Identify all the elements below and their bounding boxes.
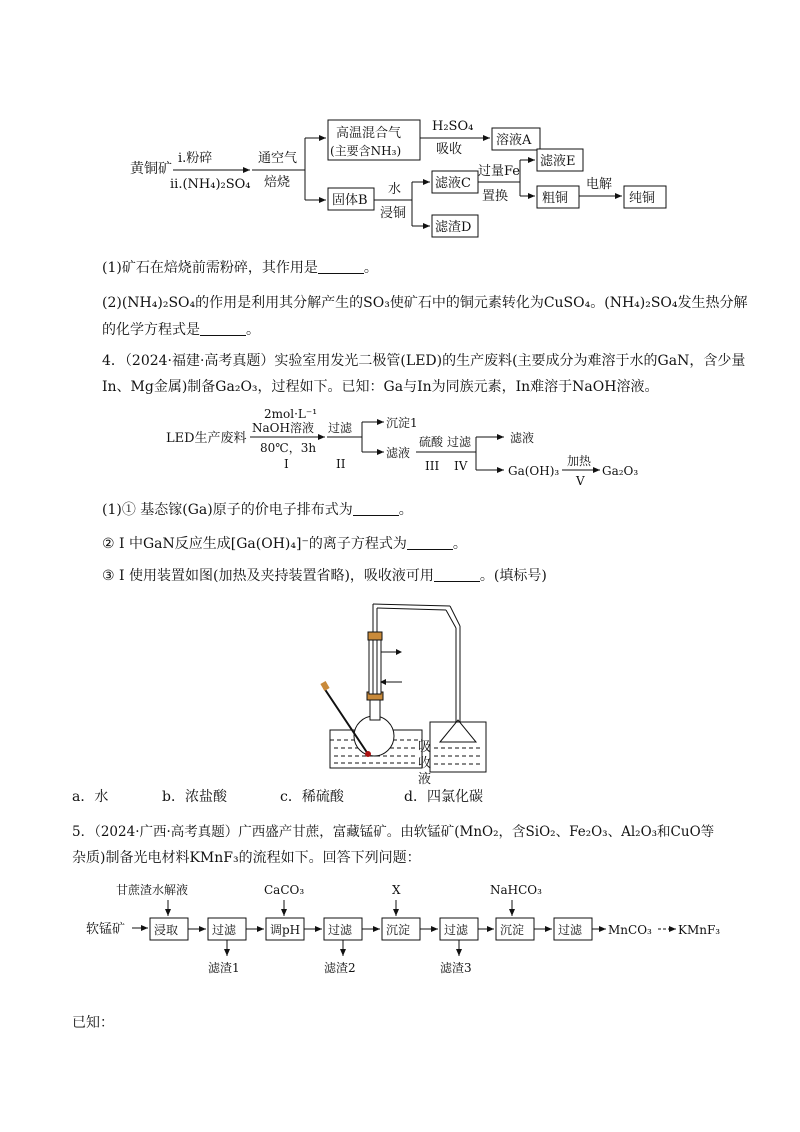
option-b[interactable]: b．浓盐酸	[162, 789, 227, 805]
label-mnco3: MnCO₃	[608, 923, 652, 937]
label-precip1: 沉淀1	[386, 416, 418, 430]
label-h2so4: H₂SO₄	[432, 119, 474, 134]
label-kmnf3: KMnF₃	[678, 923, 721, 937]
box-gas-line1: 高温混合气	[336, 126, 402, 141]
answer-blank[interactable]	[200, 321, 246, 336]
q4-sub3: ③ I 使用装置如图(加热及夹持装置省略)，吸收液可用 。(填标号)	[102, 568, 547, 584]
box-leach-text: 浸取	[154, 923, 179, 937]
label-step-ii: II	[336, 457, 346, 471]
box-filter3-text: 过滤	[444, 923, 469, 937]
label-step2-bottom: 焙烧	[264, 175, 291, 190]
process-boxes	[150, 918, 606, 940]
q5-intro-line1: 5．（2024·广西·高考真题）广西盛产甘蔗，富藏锰矿。由软锰矿(MnO₂，含SiO₂、Fe₂O₃、Al₂O₃和CuO等	[72, 824, 715, 840]
box-solution-a-text: 溶液A	[496, 133, 532, 148]
label-filter2: 过滤	[447, 435, 472, 449]
label-residue2: 滤渣2	[324, 961, 356, 975]
label-filtrate2: 滤液	[510, 431, 535, 445]
label-cond1: 2mol·L⁻¹	[264, 407, 318, 421]
q3-part2: (2)(NH₄)₂SO₄的作用是利用其分解产生的SO₃使矿石中的铜元素转化为CuSO₄。(NH₄)₂SO₄发生热分解	[102, 295, 748, 311]
label-excess-fe: 过量Fe	[478, 164, 521, 179]
label-gaoh3: Ga(OH)₃	[508, 464, 560, 478]
label-filtrate: 滤液	[386, 446, 411, 460]
option-d[interactable]: d．四氯化碳	[404, 789, 483, 805]
answer-blank[interactable]	[434, 567, 480, 582]
answer-blank[interactable]	[318, 259, 364, 274]
label-step-v: V	[576, 474, 585, 488]
box-precip1-text: 沉淀	[386, 923, 411, 937]
box-crude-cu-text: 粗铜	[542, 191, 569, 206]
option-a[interactable]: a．水	[72, 789, 109, 805]
answer-blank[interactable]	[407, 535, 453, 550]
label-led-waste: LED生产废料	[166, 431, 247, 446]
flowchart-gallium	[0, 400, 800, 490]
label-cond2: NaOH溶液	[252, 421, 314, 435]
label-residue3: 滤渣3	[440, 961, 472, 975]
option-c[interactable]: c．稀硫酸	[280, 789, 344, 805]
box-residue-d-text: 滤渣D	[435, 220, 472, 235]
label-step-i: I	[284, 457, 289, 471]
label-x: X	[392, 883, 401, 897]
label-step-iii: III	[425, 459, 440, 473]
box-filter1-text: 过滤	[212, 923, 237, 937]
apparatus-label: 吸收液	[418, 740, 432, 787]
label-step-iv: IV	[454, 459, 468, 473]
box-solid-b-text: 固体B	[332, 193, 368, 208]
flowchart-manganese	[0, 878, 800, 988]
label-leach: 浸铜	[380, 206, 407, 221]
flowchart-copper	[0, 100, 800, 250]
label-ga2o3: Ga₂O₃	[602, 464, 639, 478]
q4-intro-line2: In、Mg金属)制备Ga₂O₃，过程如下。已知：Ga与In为同族元素，In难溶于NaOH溶液。	[102, 379, 659, 395]
label-step1-bottom: ii.(NH₄)₂SO₄	[170, 177, 251, 192]
label-step1-top: i.粉碎	[178, 151, 213, 166]
box-adjust-ph-text: 调pH	[270, 923, 301, 937]
label-pyrolusite: 软锰矿	[86, 922, 126, 937]
q3-part2-line2: 的化学方程式是 。	[102, 322, 260, 338]
box-filtrate-c-text: 滤液C	[435, 176, 471, 191]
label-sulfuric: 硫酸	[419, 435, 444, 449]
label-filter1: 过滤	[328, 421, 353, 435]
box-precip2-text: 沉淀	[500, 923, 525, 937]
q5-intro-line2: 杂质)制备光电材料KMnF₃的流程如下。回答下列问题：	[72, 850, 421, 866]
label-caco3: CaCO₃	[264, 883, 305, 897]
box-filter4-text: 过滤	[558, 923, 583, 937]
answer-blank[interactable]	[353, 501, 399, 516]
label-electrolysis: 电解	[586, 177, 613, 192]
label-heat: 加热	[567, 454, 592, 468]
label-replace: 置换	[482, 189, 509, 204]
q3-part1: (1)矿石在焙烧前需粉碎，其作用是 。	[102, 260, 378, 276]
q5-known: 已知：	[72, 1015, 114, 1031]
label-cond3: 80℃，3h	[260, 441, 317, 455]
box-filtrate-e-text: 滤液E	[540, 154, 576, 169]
label-absorb: 吸收	[436, 142, 463, 157]
box-gas-line2: (主要含NH₃)	[330, 144, 402, 158]
label-water: 水	[388, 182, 402, 197]
box-filter2-text: 过滤	[328, 923, 353, 937]
box-pure-cu-text: 纯铜	[629, 191, 656, 206]
label-start: 黄铜矿	[130, 161, 172, 177]
label-bagasse: 甘蔗渣水解液	[116, 883, 189, 897]
label-step2-top: 通空气	[258, 151, 298, 166]
q4-sub2: ② I 中GaN反应生成[Ga(OH)₄]⁻的离子方程式为 。	[102, 536, 467, 552]
q4-sub1: (1)① 基态镓(Ga)原子的价电子排布式为 。	[102, 502, 413, 518]
label-nahco3: NaHCO₃	[490, 883, 542, 897]
q4-intro-line1: 4．（2024·福建·高考真题）实验室用发光二极管(LED)的生产废料(主要成分为难溶于水的GaN，含少量	[102, 353, 746, 369]
label-residue1: 滤渣1	[208, 961, 240, 975]
